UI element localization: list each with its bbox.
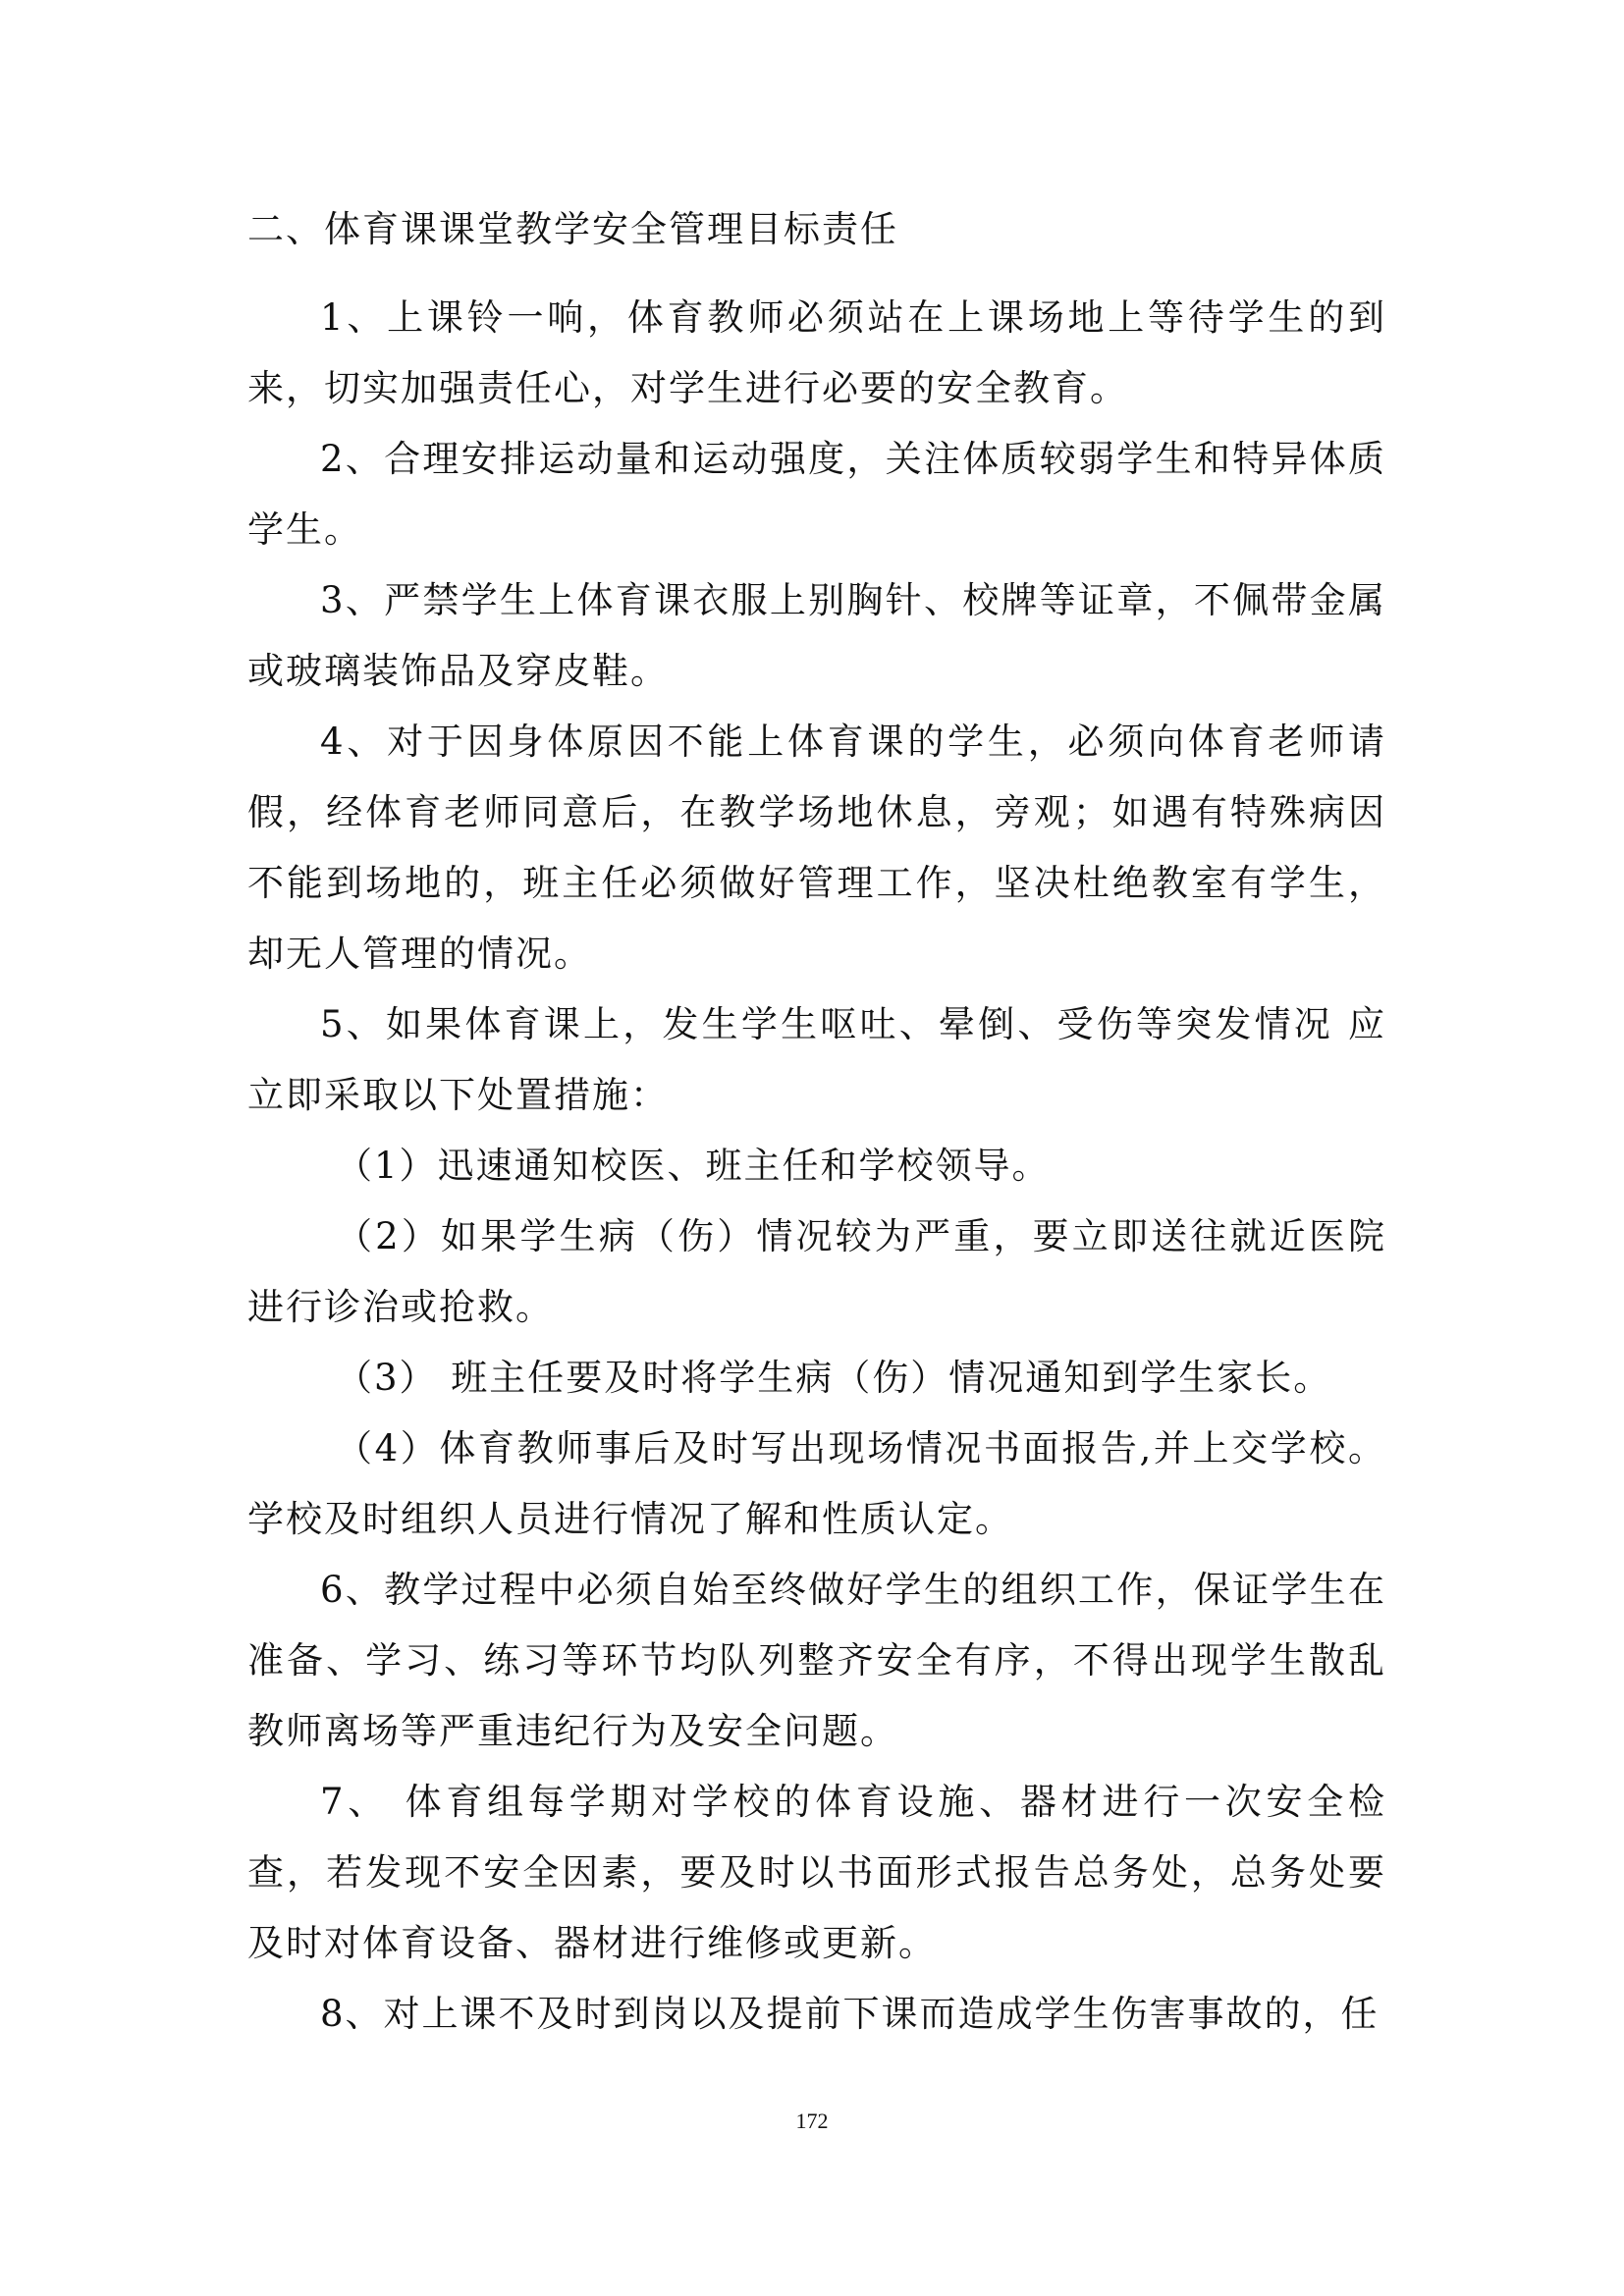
page-number: 172 xyxy=(795,2109,829,2133)
paragraph-item-4: 4、对于因身体原因不能上体育课的学生，必须向体育老师请假，经体育老师同意后，在教学场地休息，旁观；如遇有特殊病因不能到场地的，班主任必须做好管理工作，坚决杜绝教室有学生，却无人管理的情况。 xyxy=(247,721,1386,975)
paragraph-item-1: 1、上课铃一响，体育教师必须站在上课场地上等待学生的到来，切实加强责任心，对学生进行必要的安全教育。 xyxy=(247,296,1386,409)
document-body xyxy=(247,194,1386,2050)
sub-item-4: （4）体育教师事后及时写出现场情况书面报告,并上交学校。学校及时组织人员进行情况了解和性质认定。 xyxy=(247,1427,1386,1540)
paragraph-item-2: 2、合理安排运动量和运动强度，关注体质较弱学生和特异体质学生。 xyxy=(247,438,1386,551)
sub-item-1: （1）迅速通知校医、班主任和学校领导。 xyxy=(336,1145,1051,1187)
sub-item-3: （3） 班主任要及时将学生病（伤）情况通知到学生家长。 xyxy=(336,1357,1332,1399)
section-heading: 二、体育课课堂教学安全管理目标责任 xyxy=(247,208,898,250)
sub-item-2: （2）如果学生病（伤）情况较为严重，要立即送往就近医院进行诊治或抢救。 xyxy=(247,1215,1386,1328)
paragraph-item-7: 7、 体育组每学期对学校的体育设施、器材进行一次安全检查，若发现不安全因素，要及时以书面形式报告总务处，总务处要及时对体育设备、器材进行维修或更新。 xyxy=(247,1781,1386,1964)
paragraph-item-5: 5、如果体育课上，发生学生呕吐、晕倒、受伤等突发情况 应立即采取以下处置措施： xyxy=(247,1003,1386,1116)
paragraph-item-6: 6、教学过程中必须自始至终做好学生的组织工作，保证学生在准备、学习、练习等环节均队列整齐安全有序，不得出现学生散乱教师离场等严重违纪行为及安全问题。 xyxy=(247,1569,1386,1752)
paragraph-item-3: 3、严禁学生上体育课衣服上别胸针、校牌等证章，不佩带金属或玻璃装饰品及穿皮鞋。 xyxy=(247,579,1386,692)
paragraph-item-8: 8、对上课不及时到岗以及提前下课而造成学生伤害事故的，任 xyxy=(320,1993,1380,2035)
